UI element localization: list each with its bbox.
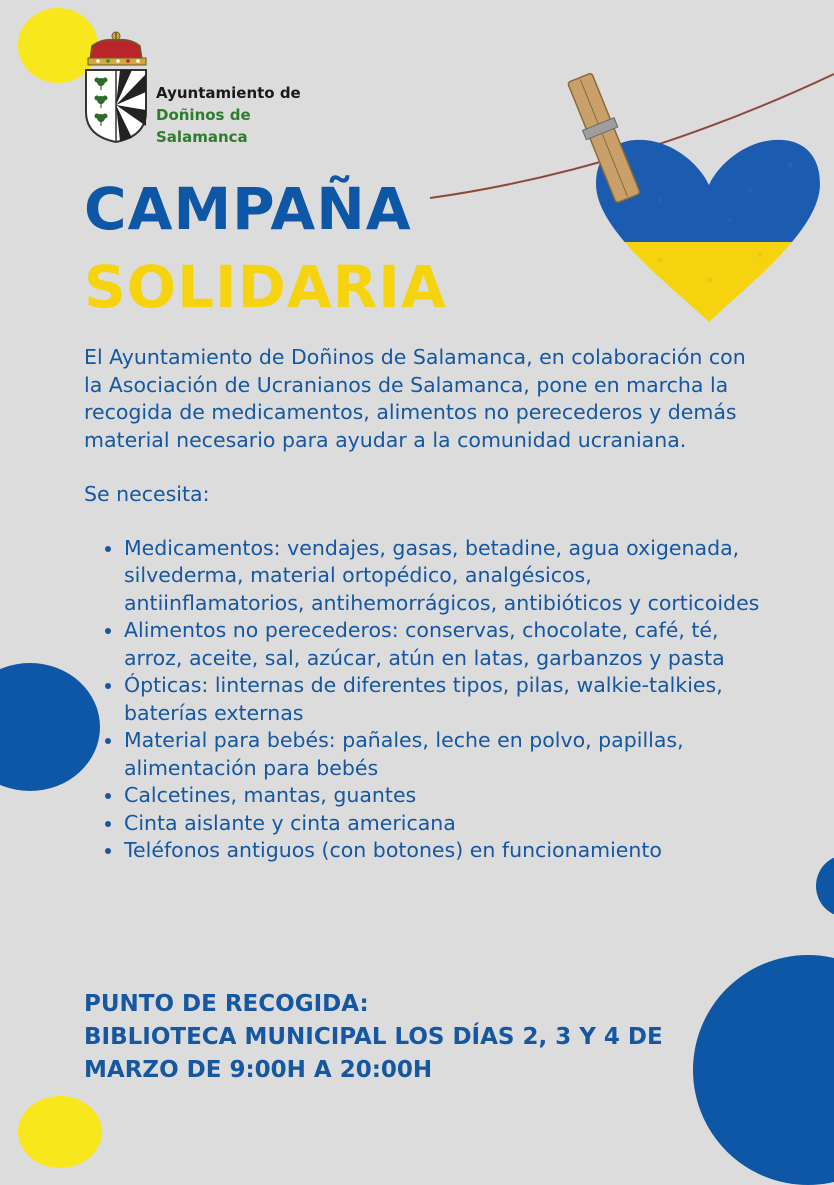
- needs-list: [84, 535, 764, 865]
- coat-of-arms-icon: [84, 30, 154, 145]
- municipal-logo: [84, 30, 344, 145]
- blue-circle-decoration: [816, 855, 834, 917]
- list-item: • Medicamentos: vendajes, gasas, betadine, agua oxigenada, silvederma, material ortopédico, analgésicos, antiinflamatorios, antihemorrágicos, antibióticos y corticoides: [124, 535, 764, 618]
- list-item: • Alimentos no perecederos: conservas, chocolate, café, té, arroz, aceite, sal, azúcar, atún en latas, garbanzos y pasta: [124, 617, 764, 672]
- list-item: • Teléfonos antiguos (con botones) en funcionamiento: [124, 837, 764, 865]
- pickup-location: BIBLIOTECA MUNICIPAL LOS DÍAS 2, 3 Y 4 DE: [84, 1024, 663, 1050]
- needs-label: Se necesita:: [84, 482, 210, 506]
- list-item: • Ópticas: linternas de diferentes tipos, pilas, walkie-talkies, baterías externas: [124, 672, 764, 727]
- pickup-info: [84, 988, 724, 1087]
- intro-paragraph: El Ayuntamiento de Doñinos de Salamanca, en colaboración con la Asociación de Ucranianos de Salamanca, pone en marcha la recogida de medicamentos, alimentos no perecederos y demás material necesario para ayudar a la comunidad ucraniana.: [84, 345, 746, 452]
- org-name-line2: Doñinos de Salamanca: [156, 106, 251, 146]
- yellow-circle-decoration: [18, 1096, 102, 1168]
- pickup-schedule: MARZO DE 9:00H A 20:00H: [84, 1057, 433, 1083]
- list-item: • Calcetines, mantas, guantes: [124, 782, 764, 810]
- title-line-2: SOLIDARIA: [84, 253, 447, 321]
- list-item: • Cinta aislante y cinta americana: [124, 810, 764, 838]
- org-name-line1: Ayuntamiento de: [156, 84, 301, 102]
- list-item: • Material para bebés: pañales, leche en polvo, papillas, alimentación para bebés: [124, 727, 764, 782]
- title-line-1: CAMPAÑA: [84, 175, 412, 243]
- body-content: [84, 344, 764, 865]
- pickup-heading: PUNTO DE RECOGIDA:: [84, 991, 369, 1017]
- heart-clothespin-icon: [400, 60, 834, 340]
